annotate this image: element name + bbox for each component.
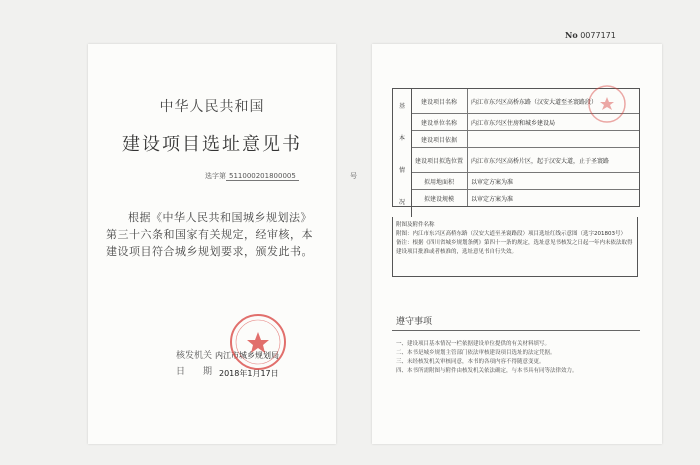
table-row <box>411 148 639 173</box>
notes-title: 遵守事项 <box>396 317 433 327</box>
list-item: 一、建设项目基本情况一栏依据建设单位提供的有关材料填写。 <box>396 341 551 347</box>
basic-info-side-label <box>393 89 412 217</box>
list-item: 四、本书所需附图与附件由核发机关依法确定，与本书具有同等法律效力。 <box>396 368 578 374</box>
attachments-title: 附图及附件名称 <box>396 222 435 228</box>
list-item: 三、未经核发机关审核同意，本书的各项内容不得随意变更。 <box>396 359 545 365</box>
row-label: 建设项目拟选位置 <box>411 148 468 172</box>
date-value: 2018年1月17日 <box>219 369 279 378</box>
side-char: 情 <box>398 166 405 174</box>
serial-line <box>205 171 357 181</box>
row-value: 以审定方案为准 <box>471 178 514 186</box>
country-header: 中华人民共和国 <box>159 99 265 115</box>
document-number <box>565 30 616 40</box>
row-label: 建设项目依据 <box>411 131 468 147</box>
table-row <box>411 173 639 190</box>
row-label: 建设单位名称 <box>411 114 468 130</box>
notes-divider <box>392 330 640 331</box>
certificate-title: 建设项目选址意见书 <box>122 134 302 155</box>
number-prefix: No <box>565 30 578 40</box>
certificate-right-page <box>372 30 662 444</box>
number-value: 0077171 <box>580 31 616 40</box>
side-char: 本 <box>398 134 405 142</box>
list-item: 二、本书是城乡规划主管部门依法审核建设项目选址的法定凭据。 <box>396 350 556 356</box>
remarks-text: 备注：根据《四川省城乡规划条例》第四十一条的规定，选址意见书核发之日起一年内未依法取得建设项目批准或者核准的，选址意见书自行失效。 <box>396 240 633 255</box>
certificate-left-page <box>88 44 357 444</box>
side-char: 基 <box>398 102 405 110</box>
row-value: 内江市东兴区高桥东路（汉安大道至圣寰路段） <box>471 98 598 106</box>
row-label: 拟用地面积 <box>411 173 468 189</box>
table-row <box>411 131 639 148</box>
date-label: 日期 <box>176 367 231 377</box>
table-row <box>411 190 639 206</box>
certificate-body: 根据《中华人民共和国城乡规划法》第三十六条和国家有关规定，经审核，本建设项目符合城乡规划要求，颁发此书。 <box>106 211 313 258</box>
issuer-value: 内江市城乡规划局 <box>215 351 279 360</box>
official-seal-icon <box>228 312 288 372</box>
row-value: 内江市东兴区住房和城乡建设局 <box>471 119 556 127</box>
notes-list <box>396 340 636 376</box>
row-value: 以审定方案为准 <box>471 195 514 203</box>
attachments-text: 附图：内江市东兴区高桥东路（汉安大道至圣寰路段）项目选址红线示意图（选字201803号） <box>396 231 626 237</box>
serial-number: 511000201800005 <box>226 172 299 181</box>
attachments-section <box>392 217 638 277</box>
serial-prefix: 选字第 <box>205 172 226 180</box>
row-label: 拟建设规模 <box>411 190 468 206</box>
row-value: 内江市东兴区高桥片区，起于汉安大道，止于圣寰路 <box>471 157 610 165</box>
side-char: 况 <box>398 198 405 206</box>
row-label: 建设项目名称 <box>411 89 468 113</box>
issuer-label: 核发机关 <box>176 351 213 361</box>
row-value <box>468 131 639 147</box>
serial-suffix: 号 <box>350 172 357 180</box>
official-seal-icon <box>587 84 627 124</box>
